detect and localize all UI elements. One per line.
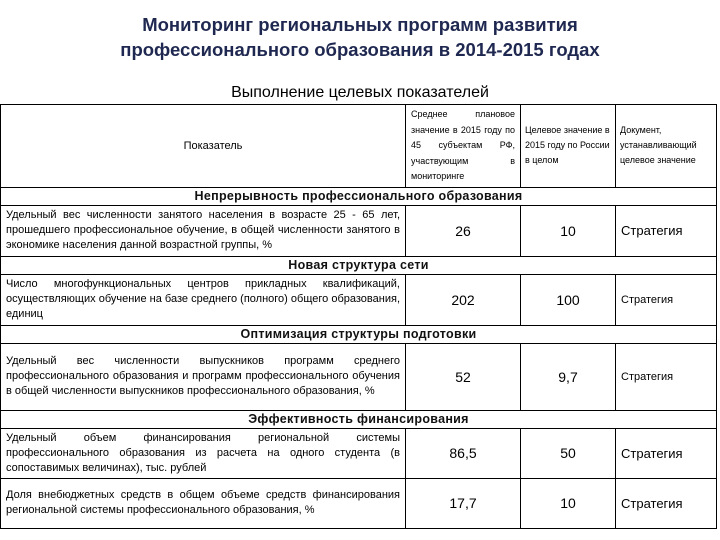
- section-title: Оптимизация структуры подготовки: [1, 325, 717, 343]
- target-value-cell: 10: [521, 205, 616, 256]
- document-cell: Стратегия: [616, 478, 717, 528]
- title-line-2: профессионального образования в 2014-2015 годах: [120, 39, 600, 60]
- avg-value-cell: 52: [406, 343, 521, 410]
- section-title: Эффективность финансирования: [1, 410, 717, 428]
- indicator-cell: Удельный вес численности выпускников программ среднего профессионального образования и программ профессионального обучения в общей численности выпускников профессионального образования, %: [1, 343, 406, 410]
- indicator-cell: Удельный вес численности занятого населения в возрасте 25 - 65 лет, прошедшего профессиональное обучение, в общей численности занятого в экономике населения данной возрастной группы, %: [1, 205, 406, 256]
- document-cell: Стратегия: [616, 428, 717, 478]
- indicators-table: [0, 104, 717, 529]
- header-indicator: Показатель: [1, 105, 406, 188]
- target-value-cell: 9,7: [521, 343, 616, 410]
- table-row: [1, 205, 717, 256]
- table-row: [1, 478, 717, 528]
- section-row: [1, 256, 717, 274]
- table-row: [1, 428, 717, 478]
- document-cell: Стратегия: [616, 343, 717, 410]
- section-row: [1, 325, 717, 343]
- title-line-1: Мониторинг региональных программ развития: [142, 14, 578, 35]
- avg-value-cell: 86,5: [406, 428, 521, 478]
- header-row: [1, 105, 717, 188]
- header-document: Документ, устанавливающий целевое значение: [616, 105, 717, 188]
- avg-value-cell: 17,7: [406, 478, 521, 528]
- section-row: [1, 187, 717, 205]
- avg-value-cell: 202: [406, 274, 521, 325]
- table-row: [1, 274, 717, 325]
- document-cell: Стратегия: [616, 205, 717, 256]
- avg-value-cell: 26: [406, 205, 521, 256]
- page-title: [0, 12, 720, 62]
- header-avg-plan: Среднее плановое значение в 2015 году по 45 субъектам РФ, участвующим в мониторинге: [406, 105, 521, 188]
- target-value-cell: 100: [521, 274, 616, 325]
- document-cell: Стратегия: [616, 274, 717, 325]
- indicator-cell: Удельный объем финансирования региональной системы профессионального образования из расчета на одного студента (в сопоставимых величинах), тыс. рублей: [1, 428, 406, 478]
- table-row: [1, 343, 717, 410]
- section-row: [1, 410, 717, 428]
- page-subtitle: Выполнение целевых показателей: [231, 84, 489, 101]
- target-value-cell: 50: [521, 428, 616, 478]
- section-title: Новая структура сети: [1, 256, 717, 274]
- indicator-cell: Доля внебюджетных средств в общем объеме средств финансирования региональной системы профессионального образования, %: [1, 478, 406, 528]
- target-value-cell: 10: [521, 478, 616, 528]
- section-title: Непрерывность профессионального образования: [1, 187, 717, 205]
- indicator-cell: Число многофункциональных центров прикладных квалификаций, осуществляющих обучение на базе среднего (полного) общего образования, единиц: [1, 274, 406, 325]
- header-target: Целевое значение в 2015 году по России в целом: [521, 105, 616, 188]
